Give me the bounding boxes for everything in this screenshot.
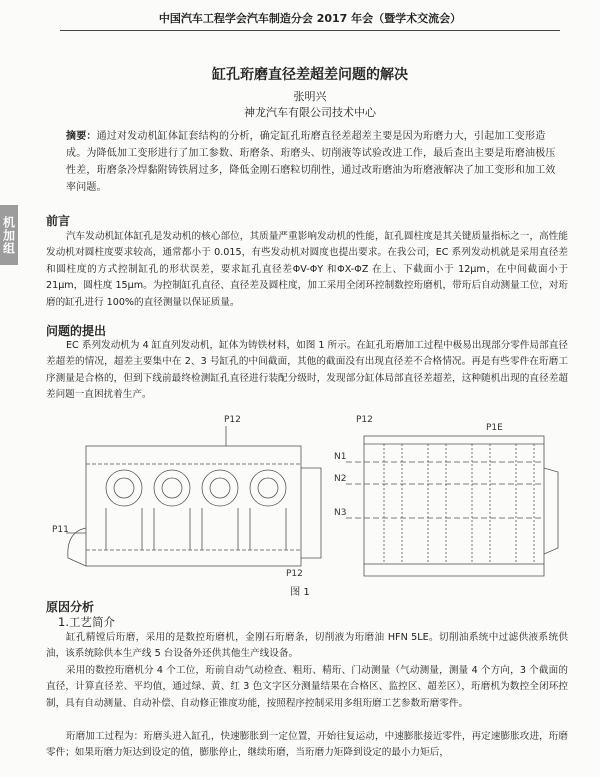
- figure-1-drawing: [46, 408, 576, 580]
- process-paragraph-1: 缸孔精镗后珩磨，采用的是数控珩磨机，金刚石珩磨条，切削液为珩磨油 HFN 5LE。切削油系统中过滤供液系统供油，该系统除供本生产线 5 台设备外还供其他生产线设备。: [46, 632, 568, 660]
- right-section-outline: [364, 436, 544, 564]
- figure-label-p1e: P1E: [486, 423, 503, 433]
- process-paragraph-3: 珩磨加工过程为：珩磨头进入缸孔，快速膨胀到一定位置，开始往复运动，中速膨胀接近零件，再定速膨胀攻进，珩磨零件；如果珩磨力矩达到设定的值，膨胀停止，继续珩磨，当珩磨力矩降到设定的最小力矩后，: [46, 731, 568, 759]
- abstract-text: 通过对发动机缸体缸套结构的分析，确定缸孔珩磨直径差超差主要是因为珩磨力大，引起加工变形造成。为降低加工变形进行了加工参数、珩磨条、珩磨头、切削液等试验改进工作，最后查出主要是珩磨油极压性差，珩磨条冷焊黏附铸铁屑过多，降低金刚石磨粒切削性，通过改珩磨油为珩磨液解决了加工变形和加工效率问题。: [66, 131, 556, 193]
- abstract: [66, 128, 560, 196]
- section-side-tab: 机加组: [0, 205, 18, 265]
- figure-label-p12-bottom: P12: [286, 569, 303, 579]
- figure-label-n1: N1: [334, 452, 347, 462]
- figure-label-p12-right: P12: [356, 415, 373, 425]
- heading-analysis: 原因分析: [46, 600, 95, 614]
- subheading-process: 1.工艺简介: [58, 615, 115, 629]
- process-paragraph-2: 采用的数控珩磨机分 4 个工位，珩前自动气动检查、粗珩、精珩、门动测量（气动测量，测量 4 个方向，3 个截面的直径，计算直径差、平均值，通过绿、黄、红 3 色文字区分测量结果在合格区、监控区、超差区），珩磨机为数控全闭环控制，具有自动测量、自动补偿、自动修正锥度功能，按照程序控制采用多组珩磨工艺参数珩磨零件。: [46, 665, 568, 709]
- figure-label-p12-left: P12: [224, 415, 241, 425]
- author-name: 张明兴: [293, 90, 327, 103]
- heading-preface: 前言: [46, 214, 71, 228]
- figure-label-n2: N2: [334, 474, 347, 484]
- figure-label-p11: P11: [52, 525, 69, 535]
- preface-paragraph: 汽车发动机缸体缸孔是发动机的核心部位，其质量严重影响发动机的性能，缸孔圆柱度是其关键质量指标之一，高性能发动机对圆柱度要求较高，通常都小于 0.015，有些发动机对圆度也提出要求。在我公司，EC 系列发动机就是采用直径差和圆柱度的方式控制缸孔的形状误差，要求缸孔直径差ΦV-ΦY 和ΦX-ΦZ 在上、下截面小于 12μm，在中间截面小于 21μm，圆柱度 15μm。为控制缸孔直径、直径差及圆柱度，加工采用全闭环控制数控珩磨机，带珩后自动测量工位，对珩磨的缸孔进行 100%的直径测量以保证质量。: [46, 231, 568, 308]
- paper-title: 缸孔珩磨直径差超差问题的解决: [212, 67, 408, 83]
- abstract-label: 摘要：: [66, 131, 97, 142]
- author-affiliation: 神龙汽车有限公司技术中心: [244, 106, 376, 119]
- figure-1-caption: 图 1: [290, 587, 310, 598]
- figure-label-n3: N3: [334, 508, 347, 518]
- problem-paragraph: EC 系列发动机为 4 缸直列发动机，缸体为铸铁材料，如图 1 所示。在缸孔珩磨加工过程中极易出现部分零件局部直径差超差的情况，超差主要集中在 2、3 号缸孔的中间截面，其他的截面没有出现直径差不合格情况。再是有些零件在珩磨工序测量是合格的，但到下线前最终检测缸孔直径进行装配分级时，发现部分缸体局部直径差超差，这种随机出现的直径差超差问题一直困扰着生产。: [46, 340, 568, 401]
- heading-problem: 问题的提出: [46, 324, 107, 338]
- running-header: 中国汽车工程学会汽车制造分会 2017 年会（暨学术交流会）: [60, 10, 560, 31]
